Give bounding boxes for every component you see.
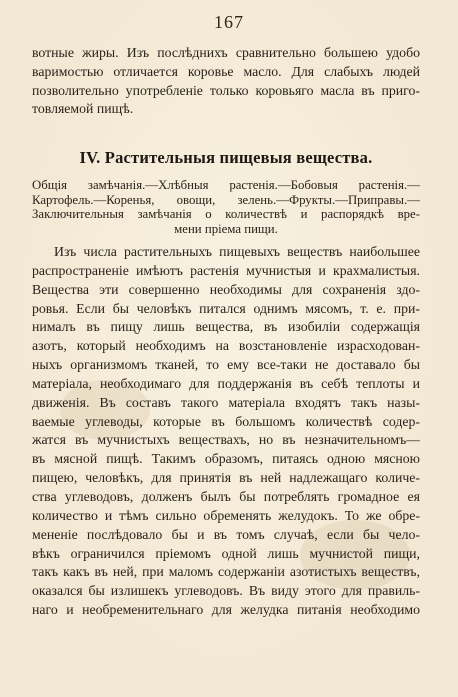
text-line: распространеніе имѣютъ растенія мучнистыя и крахмалистыя. xyxy=(32,262,420,278)
text-line: въ мясной пищѣ. Такимъ образомъ, питаясь одною мясною xyxy=(32,451,420,467)
text-line: азотъ, который необходимъ на возстановленіе израсходован- xyxy=(32,338,420,354)
text-line: ровья. Если бы человѣкъ питался однимъ мясомъ, т. е. при- xyxy=(32,300,420,316)
text-line: Изъ числа растительныхъ пищевыхъ веществъ наибольшее xyxy=(54,244,420,259)
text-line: такъ какъ въ ней, при маломъ содержаніи азотистыхъ веществъ, xyxy=(32,564,420,580)
text-line: вотные жиры. Изъ послѣднихъ сравнительно большею удобо xyxy=(32,45,420,60)
top-paragraph xyxy=(32,44,420,119)
page-number: 167 xyxy=(214,12,244,32)
text-line: ства углеводовъ, долженъ былъ бы потреблять громадное ея xyxy=(32,488,420,504)
summary-line: мени пріема пищи. xyxy=(174,221,278,236)
section-heading: IV. Растительныя пищевыя вещества. xyxy=(79,148,373,167)
text-line: вѣкъ ограничился пріемомъ одной лишь мучнистой пищи, xyxy=(32,545,420,561)
text-line: количество и тѣмъ сильно обременять желудокъ. То же обре- xyxy=(32,507,420,523)
text-line: Вещества эти совершенно необходимы для сохраненія здо- xyxy=(32,281,420,297)
text-line: ваемые углеводы, которые въ большомъ количествѣ содер- xyxy=(32,413,420,429)
text-line: пищею, человѣкъ, для принятія въ ней надлежащаго количе- xyxy=(32,470,420,486)
section-summary xyxy=(32,178,420,236)
text-line: позволительно употребленіе только коровьяго масла въ приго- xyxy=(32,82,420,98)
summary-line: Картофель.—Коренья, овощи, зелень.—Фрукты.—Приправы.— xyxy=(32,192,420,207)
summary-line: Заключительныя замѣчанія о количествѣ и распорядкѣ вре- xyxy=(32,207,420,222)
text-line: варимостью отличается коровье масло. Для слабыхъ людей xyxy=(32,63,420,79)
text-line: ныхъ организмомъ тканей, то ему все-таки не доставало бы xyxy=(32,357,420,373)
text-line: нималъ въ пищу лишь вещества, въ изобиліи содержащія xyxy=(32,319,420,335)
text-line: матеріала, необходимаго для поддержанія въ себѣ теплоты и xyxy=(32,375,420,391)
text-line: движенія. Въ составъ такого матеріала входятъ такъ назы- xyxy=(32,394,420,410)
text-line: наго и необременительнаго для желудка питанія необходимо xyxy=(32,602,420,618)
body-paragraph xyxy=(32,243,420,620)
text-line: жатся въ мучнистыхъ веществахъ, но въ незначительномъ— xyxy=(32,432,420,448)
text-line: мененіе послѣдовало бы и въ томъ случаѣ, если бы чело- xyxy=(32,526,420,542)
text-line: товляемой пищѣ. xyxy=(32,101,134,117)
summary-line: Общія замѣчанія.—Хлѣбныя растенія.—Бобовыя растенія.— xyxy=(32,178,420,192)
text-line: оказался бы излишекъ углеводовъ. Въ виду этого для правиль- xyxy=(32,583,420,599)
